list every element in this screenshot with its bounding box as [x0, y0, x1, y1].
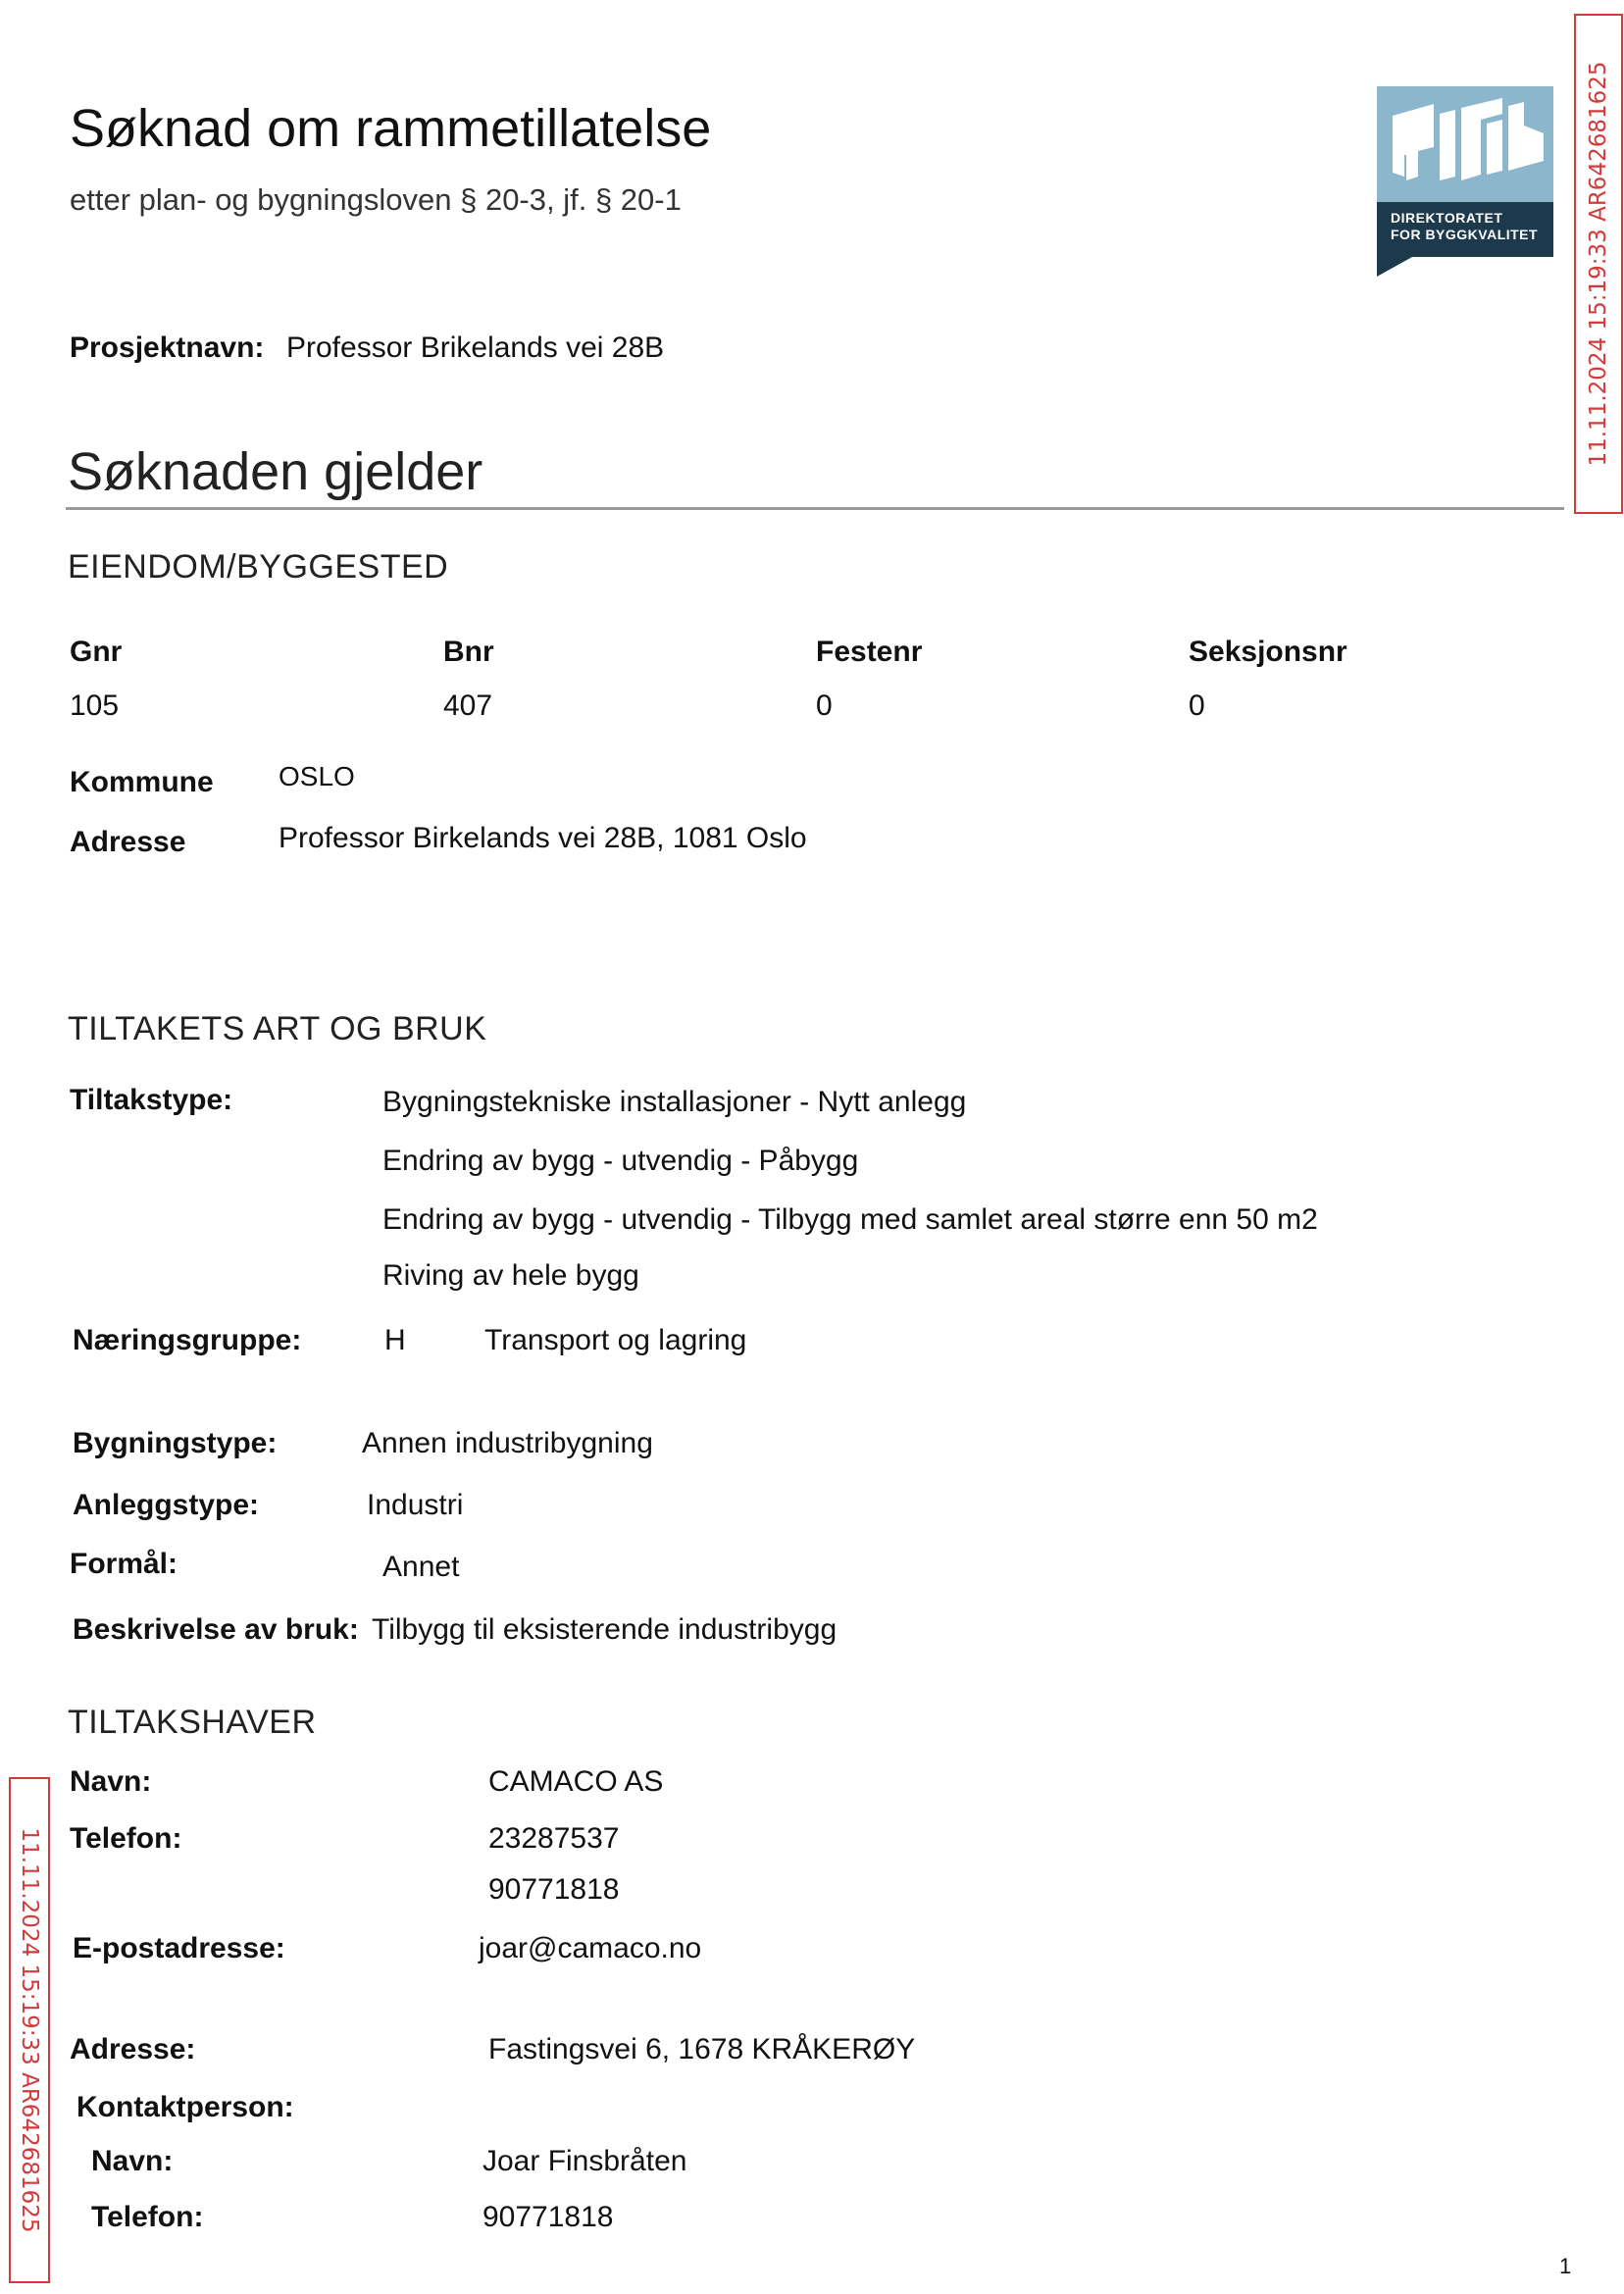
navn-label: Navn: [70, 1765, 152, 1798]
epost-value: joar@camaco.no [479, 1932, 702, 1964]
gnr-value: 105 [70, 689, 120, 722]
logo-building-icon [1377, 86, 1553, 202]
naeringsgruppe-value: Transport og lagring [484, 1324, 747, 1356]
tiltakshaver-section-title: TILTAKSHAVER [68, 1704, 317, 1741]
formal-label: Formål: [70, 1548, 178, 1580]
naeringsgruppe-label: Næringsgruppe: [73, 1324, 302, 1356]
navn-value: CAMACO AS [488, 1765, 664, 1798]
kontakt-telefon-label: Telefon: [91, 2201, 204, 2233]
tiltak-section-title: TILTAKETS ART OG BRUK [68, 1010, 487, 1047]
bnr-label: Bnr [443, 636, 494, 668]
anleggstype-value: Industri [367, 1489, 464, 1521]
bnr-value: 407 [443, 689, 493, 722]
bygningstype-label: Bygningstype: [73, 1427, 278, 1459]
tiltakstype-item: Bygningstekniske installasjoner - Nytt anlegg [382, 1086, 967, 1118]
kommune-value: OSLO [279, 761, 355, 791]
tiltakstype-item: Endring av bygg - utvendig - Påbygg [382, 1145, 859, 1177]
naeringsgruppe-code: H [384, 1324, 406, 1356]
seksjonsnr-label: Seksjonsnr [1189, 636, 1347, 668]
beskrivelse-value: Tilbygg til eksisterende industribygg [372, 1613, 837, 1646]
document-subtitle: etter plan- og bygningsloven § 20-3, jf. § 20-1 [70, 182, 682, 217]
kommune-label: Kommune [70, 766, 214, 798]
project-label: Prosjektnavn: [70, 331, 265, 364]
document-title: Søknad om rammetillatelse [70, 99, 712, 158]
tiltakstype-item: Riving av hele bygg [382, 1259, 639, 1292]
gnr-label: Gnr [70, 636, 123, 668]
telefon-label: Telefon: [70, 1822, 182, 1855]
anleggstype-label: Anleggstype: [73, 1489, 260, 1521]
telefon-value: 90771818 [488, 1873, 620, 1906]
formal-value: Annet [382, 1551, 460, 1583]
dibk-logo [1377, 86, 1553, 275]
page-number: 1 [1559, 2254, 1572, 2278]
project-value: Professor Brikelands vei 28B [286, 331, 665, 364]
logo-text: DIREKTORATET FOR BYGGKVALITET [1391, 210, 1539, 242]
property-section-title: EIENDOM/BYGGESTED [68, 548, 449, 586]
kontaktperson-label: Kontaktperson: [76, 2091, 294, 2123]
timestamp-stamp-right: 11.11.2024 15:19:33 AR642681625 [1574, 14, 1623, 514]
adresse-label: Adresse [70, 826, 186, 858]
festenr-label: Festenr [816, 636, 923, 668]
kontakt-navn-value: Joar Finsbråten [482, 2145, 687, 2177]
adresse-value: Professor Birkelands vei 28B, 1081 Oslo [279, 822, 807, 854]
tiltakstype-item: Endring av bygg - utvendig - Tilbygg med samlet areal større enn 50 m2 [382, 1203, 1318, 1236]
telefon-value: 23287537 [488, 1822, 620, 1855]
tiltakstype-label: Tiltakstype: [70, 1084, 233, 1116]
section-heading: Søknaden gjelder [68, 442, 483, 501]
bygningstype-value: Annen industribygning [362, 1427, 653, 1459]
heading-divider [66, 507, 1564, 510]
tiltakshaver-adresse-value: Fastingsvei 6, 1678 KRÅKERØY [488, 2033, 916, 2065]
kontakt-telefon-value: 90771818 [482, 2201, 614, 2233]
epost-label: E-postadresse: [73, 1932, 285, 1964]
kontakt-navn-label: Navn: [91, 2145, 174, 2177]
tiltakshaver-adresse-label: Adresse: [70, 2033, 196, 2065]
seksjonsnr-value: 0 [1189, 689, 1205, 722]
timestamp-stamp-left: 11.11.2024 15:19:33 AR642681625 [9, 1777, 50, 2283]
festenr-value: 0 [816, 689, 833, 722]
beskrivelse-label: Beskrivelse av bruk: [73, 1613, 359, 1646]
